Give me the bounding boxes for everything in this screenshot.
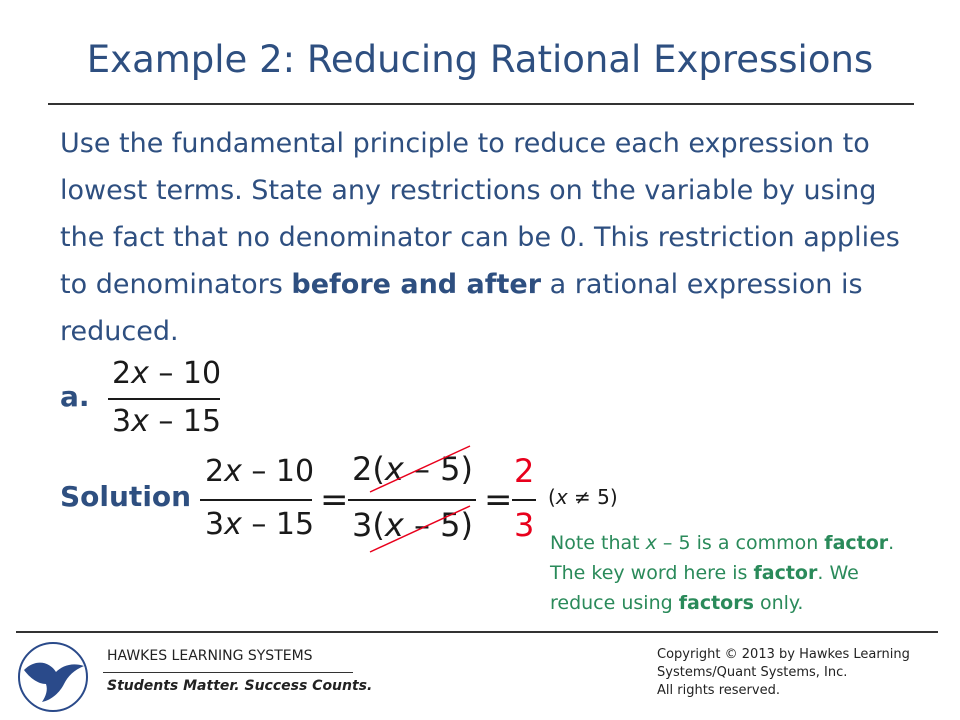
solution-label: Solution [60,480,192,513]
copyright: Copyright © 2013 by Hawkes Learning Systems/Quant Systems, Inc. All rights reserved. [657,647,910,698]
intro-text-2: a rational expression is reduced. [60,269,863,347]
cancel-strokes [340,440,490,560]
cancel-line-denominator [370,506,470,552]
solution-frac1-numerator: 2x – 10 [205,454,315,489]
problem-label: a. [60,380,90,413]
result-denominator: 3 [514,506,535,544]
problem-numerator: 2x – 10 [112,356,222,391]
intro-bold: before and after [291,269,542,300]
brand-divider [103,672,353,673]
equals-sign-1: = [320,480,349,520]
restriction: (x ≠ 5) [548,485,618,509]
brand-name: HAWKES LEARNING SYSTEMS [107,648,313,664]
brand-tagline: Students Matter. Success Counts. [107,678,373,694]
result-fraction-bar [512,499,536,501]
problem-denominator: 3x – 15 [112,404,222,439]
solution-frac1-bar [200,499,312,501]
solution-frac1-denominator: 3x – 15 [205,507,315,542]
solution-frac2-numerator: 2(x – 5) [352,450,473,488]
title-divider [48,103,914,105]
intro-text-1: Use the fundamental principle to reduce each expression to lowest terms. State any restrictions on the variable by using the fact that no denominator can be 0. This restriction applies to denominators [60,128,900,300]
equals-sign-2: = [484,480,513,520]
hawkes-eagle-logo-icon [16,640,90,714]
intro-paragraph [60,120,910,355]
solution-frac2-denominator: 3(x – 5) [352,506,473,544]
problem-fraction-bar [108,398,220,400]
page-title: Example 2: Reducing Rational Expressions [86,38,874,81]
note-text: Note that x – 5 is a common factor. The key word here is factor. We reduce using factors only. [550,532,895,614]
result-numerator: 2 [514,452,535,490]
footer-divider [16,631,938,633]
cancel-line-numerator [370,446,470,492]
